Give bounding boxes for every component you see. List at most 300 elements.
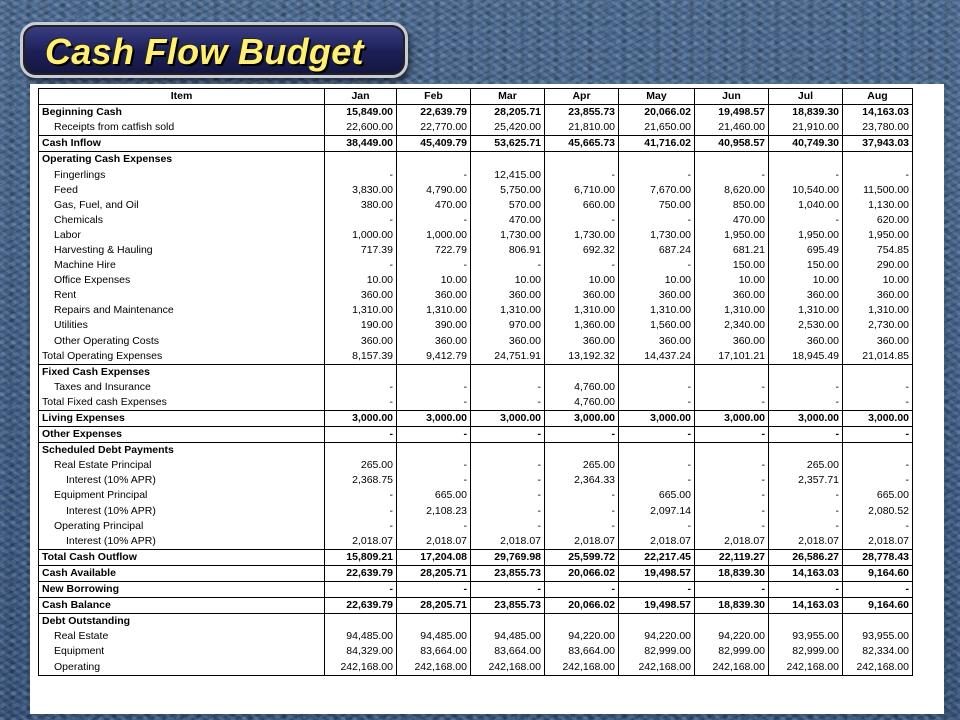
table-cell: 10.00 <box>695 273 769 288</box>
row-label: Equipment Principal <box>39 488 325 503</box>
table-cell: 21,014.85 <box>843 349 913 365</box>
table-cell: 10.00 <box>397 273 471 288</box>
table-row <box>39 120 913 136</box>
table-cell: - <box>695 473 769 488</box>
table-cell: 14,437.24 <box>619 349 695 365</box>
table-cell: 1,310.00 <box>843 303 913 318</box>
row-label: Rent <box>39 288 325 303</box>
table-cell: - <box>619 213 695 228</box>
table-cell: 3,000.00 <box>545 410 619 426</box>
table-cell: 45,665.73 <box>545 136 619 152</box>
header-cell: May <box>619 89 695 105</box>
table-cell: 18,839.30 <box>695 565 769 581</box>
table-cell: 722.79 <box>397 243 471 258</box>
table-row <box>39 198 913 213</box>
table-row <box>39 549 913 565</box>
table-cell: 10,540.00 <box>769 183 843 198</box>
row-label: Utilities <box>39 318 325 333</box>
table-cell <box>843 614 913 630</box>
table-cell: 1,310.00 <box>325 303 397 318</box>
table-cell: - <box>397 258 471 273</box>
table-cell: 1,360.00 <box>545 318 619 333</box>
table-cell: 10.00 <box>769 273 843 288</box>
table-cell: 9,412.79 <box>397 349 471 365</box>
row-label: Cash Balance <box>39 598 325 614</box>
table-cell: - <box>545 519 619 534</box>
table-cell: 22,639.79 <box>325 565 397 581</box>
table-cell: - <box>397 427 471 443</box>
table-cell <box>325 614 397 630</box>
row-label: Other Operating Costs <box>39 334 325 349</box>
table-cell: 1,130.00 <box>843 198 913 213</box>
table-cell: - <box>769 582 843 598</box>
table-cell: 23,780.00 <box>843 120 913 136</box>
table-cell <box>471 152 545 168</box>
table-cell: 2,080.52 <box>843 504 913 519</box>
table-cell: - <box>471 473 545 488</box>
table-cell: - <box>695 519 769 534</box>
table-cell: - <box>471 582 545 598</box>
table-cell: - <box>397 380 471 395</box>
table-cell: 360.00 <box>545 288 619 303</box>
table-cell: 83,664.00 <box>545 644 619 659</box>
table-cell: - <box>843 380 913 395</box>
table-cell: 26,586.27 <box>769 549 843 565</box>
table-cell: 10.00 <box>325 273 397 288</box>
table-cell: 665.00 <box>397 488 471 503</box>
header-row <box>39 89 913 105</box>
table-cell: 380.00 <box>325 198 397 213</box>
table-cell: 360.00 <box>545 334 619 349</box>
table-cell: 6,710.00 <box>545 183 619 198</box>
table-cell: - <box>471 258 545 273</box>
table-cell: 10.00 <box>843 273 913 288</box>
table-cell: 265.00 <box>769 458 843 473</box>
table-cell: - <box>545 167 619 182</box>
table-cell: 150.00 <box>769 258 843 273</box>
table-cell: 360.00 <box>843 288 913 303</box>
header-cell: Apr <box>545 89 619 105</box>
row-label: Living Expenses <box>39 410 325 426</box>
table-cell: - <box>471 458 545 473</box>
table-row <box>39 318 913 333</box>
table-cell: 470.00 <box>397 198 471 213</box>
table-cell: 17,204.08 <box>397 549 471 565</box>
table-cell: 290.00 <box>843 258 913 273</box>
table-cell: 265.00 <box>545 458 619 473</box>
table-cell: - <box>843 582 913 598</box>
header-cell: Item <box>39 89 325 105</box>
table-cell: - <box>397 395 471 411</box>
table-cell <box>325 152 397 168</box>
row-label: New Borrowing <box>39 582 325 598</box>
table-row <box>39 288 913 303</box>
table-cell: 82,999.00 <box>695 644 769 659</box>
table-cell: 21,810.00 <box>545 120 619 136</box>
table-cell: 41,716.02 <box>619 136 695 152</box>
table-cell: - <box>471 395 545 411</box>
row-label: Equipment <box>39 644 325 659</box>
table-cell: 620.00 <box>843 213 913 228</box>
table-cell: 18,839.30 <box>769 105 843 121</box>
table-cell: 82,999.00 <box>619 644 695 659</box>
table-cell: 1,730.00 <box>619 228 695 243</box>
table-row <box>39 152 913 168</box>
table-cell <box>695 614 769 630</box>
table-cell: 22,119.27 <box>695 549 769 565</box>
row-label: Cash Available <box>39 565 325 581</box>
table-cell: - <box>619 458 695 473</box>
cash-flow-table <box>38 88 913 676</box>
table-cell: 1,310.00 <box>695 303 769 318</box>
row-label: Operating Cash Expenses <box>39 152 325 168</box>
row-label: Cash Inflow <box>39 136 325 152</box>
table-cell: 19,498.57 <box>619 565 695 581</box>
table-row <box>39 273 913 288</box>
table-cell <box>843 364 913 380</box>
table-cell: 242,168.00 <box>695 659 769 675</box>
table-cell: - <box>843 519 913 534</box>
table-row <box>39 519 913 534</box>
table-cell: 360.00 <box>695 288 769 303</box>
table-cell: 28,205.71 <box>471 105 545 121</box>
table-cell: - <box>471 380 545 395</box>
row-label: Real Estate Principal <box>39 458 325 473</box>
table-cell: - <box>695 582 769 598</box>
table-cell: 7,670.00 <box>619 183 695 198</box>
header-cell: Mar <box>471 89 545 105</box>
table-cell: - <box>843 458 913 473</box>
table-cell: - <box>619 519 695 534</box>
table-cell: - <box>397 473 471 488</box>
table-cell <box>397 614 471 630</box>
table-cell: 850.00 <box>695 198 769 213</box>
table-cell <box>545 443 619 459</box>
table-cell: - <box>397 213 471 228</box>
table-cell: 717.39 <box>325 243 397 258</box>
table-cell: - <box>397 582 471 598</box>
table-cell: 22,770.00 <box>397 120 471 136</box>
table-cell: - <box>769 504 843 519</box>
table-cell <box>619 152 695 168</box>
table-cell: 84,329.00 <box>325 644 397 659</box>
table-cell: 28,778.43 <box>843 549 913 565</box>
table-row <box>39 258 913 273</box>
table-cell <box>397 364 471 380</box>
table-cell: 360.00 <box>843 334 913 349</box>
table-cell: 750.00 <box>619 198 695 213</box>
table-cell: - <box>695 167 769 182</box>
row-label: Total Cash Outflow <box>39 549 325 565</box>
table-cell: 53,625.71 <box>471 136 545 152</box>
table-cell: 1,000.00 <box>397 228 471 243</box>
table-cell: 2,340.00 <box>695 318 769 333</box>
table-cell: 242,168.00 <box>769 659 843 675</box>
table-row <box>39 427 913 443</box>
table-cell: - <box>843 395 913 411</box>
table-cell: - <box>619 258 695 273</box>
table-row <box>39 582 913 598</box>
table-cell: - <box>397 458 471 473</box>
table-row <box>39 629 913 644</box>
table-cell: 2,364.33 <box>545 473 619 488</box>
table-cell <box>769 364 843 380</box>
table-cell: 2,018.07 <box>843 534 913 550</box>
table-cell: 3,000.00 <box>843 410 913 426</box>
table-row <box>39 380 913 395</box>
table-cell: 2,108.23 <box>397 504 471 519</box>
table-cell: 94,485.00 <box>397 629 471 644</box>
table-cell: 40,958.57 <box>695 136 769 152</box>
table-cell: 2,018.07 <box>545 534 619 550</box>
table-cell: 14,163.03 <box>769 565 843 581</box>
table-cell: - <box>325 519 397 534</box>
table-cell: - <box>843 473 913 488</box>
table-cell: - <box>843 167 913 182</box>
table-cell: - <box>695 504 769 519</box>
row-label: Feed <box>39 183 325 198</box>
table-cell: 1,310.00 <box>769 303 843 318</box>
table-cell: 11,500.00 <box>843 183 913 198</box>
table-cell: 242,168.00 <box>471 659 545 675</box>
table-cell: - <box>619 395 695 411</box>
table-cell: 15,809.21 <box>325 549 397 565</box>
row-label: Fixed Cash Expenses <box>39 364 325 380</box>
table-cell: - <box>325 167 397 182</box>
table-cell <box>397 443 471 459</box>
table-cell: - <box>325 488 397 503</box>
row-label: Chemicals <box>39 213 325 228</box>
table-cell <box>325 364 397 380</box>
table-cell: 360.00 <box>397 288 471 303</box>
table-cell: 3,000.00 <box>769 410 843 426</box>
table-cell: - <box>619 167 695 182</box>
row-label: Operating <box>39 659 325 675</box>
table-cell <box>619 364 695 380</box>
table-cell: - <box>619 473 695 488</box>
table-cell: 3,000.00 <box>397 410 471 426</box>
table-cell: 23,855.73 <box>545 105 619 121</box>
table-cell: 1,950.00 <box>695 228 769 243</box>
table-cell: 360.00 <box>471 288 545 303</box>
table-cell: - <box>545 488 619 503</box>
table-cell: - <box>769 213 843 228</box>
table-cell: 665.00 <box>843 488 913 503</box>
table-cell: 25,599.72 <box>545 549 619 565</box>
header-cell: Feb <box>397 89 471 105</box>
table-cell: 3,000.00 <box>471 410 545 426</box>
table-cell: 20,066.02 <box>545 598 619 614</box>
row-label: Fingerlings <box>39 167 325 182</box>
row-label: Interest (10% APR) <box>39 504 325 519</box>
header-cell: Jan <box>325 89 397 105</box>
table-cell: 83,664.00 <box>471 644 545 659</box>
table-row <box>39 614 913 630</box>
table-cell: 1,950.00 <box>843 228 913 243</box>
table-cell: 3,000.00 <box>325 410 397 426</box>
table-cell: 4,790.00 <box>397 183 471 198</box>
table-cell: - <box>397 167 471 182</box>
table-cell: - <box>695 380 769 395</box>
table-cell: - <box>619 380 695 395</box>
table-cell: 19,498.57 <box>619 598 695 614</box>
table-cell: 242,168.00 <box>843 659 913 675</box>
table-cell: 660.00 <box>545 198 619 213</box>
header-cell: Jul <box>769 89 843 105</box>
table-cell: - <box>545 427 619 443</box>
table-cell: - <box>843 427 913 443</box>
table-cell <box>619 443 695 459</box>
table-cell <box>769 443 843 459</box>
table-row <box>39 504 913 519</box>
table-row <box>39 644 913 659</box>
table-cell: 15,849.00 <box>325 105 397 121</box>
row-label: Debt Outstanding <box>39 614 325 630</box>
table-cell: 360.00 <box>769 288 843 303</box>
table-cell: 20,066.02 <box>619 105 695 121</box>
table-row <box>39 183 913 198</box>
table-row <box>39 213 913 228</box>
table-cell: - <box>471 488 545 503</box>
table-cell: - <box>397 519 471 534</box>
table-cell: - <box>325 504 397 519</box>
table-cell <box>325 443 397 459</box>
table-cell: 1,560.00 <box>619 318 695 333</box>
table-cell: - <box>695 458 769 473</box>
header-cell: Aug <box>843 89 913 105</box>
table-row <box>39 443 913 459</box>
table-cell: 23,855.73 <box>471 598 545 614</box>
table-row <box>39 565 913 581</box>
table-cell: - <box>619 582 695 598</box>
table-cell: - <box>769 395 843 411</box>
table-cell: 1,730.00 <box>545 228 619 243</box>
table-cell <box>843 443 913 459</box>
table-cell: 687.24 <box>619 243 695 258</box>
table-cell: 806.91 <box>471 243 545 258</box>
table-cell <box>545 152 619 168</box>
table-row <box>39 534 913 550</box>
table-cell: 2,097.14 <box>619 504 695 519</box>
table-cell <box>769 152 843 168</box>
table-cell: 14,163.03 <box>843 105 913 121</box>
table-cell: - <box>545 213 619 228</box>
table-cell: 360.00 <box>619 334 695 349</box>
table-cell: 2,018.07 <box>397 534 471 550</box>
table-cell: - <box>695 427 769 443</box>
table-cell: 2,018.07 <box>695 534 769 550</box>
table-cell: 10.00 <box>619 273 695 288</box>
row-label: Gas, Fuel, and Oil <box>39 198 325 213</box>
table-cell: - <box>471 427 545 443</box>
table-cell: 2,018.07 <box>619 534 695 550</box>
table-cell: 38,449.00 <box>325 136 397 152</box>
table-cell <box>695 443 769 459</box>
table-cell: 1,310.00 <box>619 303 695 318</box>
table-cell: - <box>471 504 545 519</box>
table-cell <box>471 443 545 459</box>
table-cell: - <box>325 380 397 395</box>
table-cell: 45,409.79 <box>397 136 471 152</box>
table-cell: 265.00 <box>325 458 397 473</box>
table-cell: - <box>695 395 769 411</box>
table-row <box>39 458 913 473</box>
table-cell: 3,000.00 <box>619 410 695 426</box>
table-cell <box>545 364 619 380</box>
table-cell: 21,650.00 <box>619 120 695 136</box>
table-cell: 8,157.39 <box>325 349 397 365</box>
table-cell: 3,000.00 <box>695 410 769 426</box>
table-cell: 29,769.98 <box>471 549 545 565</box>
table-cell: 470.00 <box>695 213 769 228</box>
table-cell: 470.00 <box>471 213 545 228</box>
table-row <box>39 364 913 380</box>
table-cell <box>769 614 843 630</box>
table-cell: 28,205.71 <box>397 565 471 581</box>
table-cell <box>397 152 471 168</box>
table-cell: 1,000.00 <box>325 228 397 243</box>
row-label: Real Estate <box>39 629 325 644</box>
row-label: Interest (10% APR) <box>39 473 325 488</box>
table-cell: 2,730.00 <box>843 318 913 333</box>
table-cell: 83,664.00 <box>397 644 471 659</box>
table-cell: 360.00 <box>619 288 695 303</box>
table-cell: - <box>325 395 397 411</box>
table-row <box>39 303 913 318</box>
table-cell: 22,639.79 <box>325 598 397 614</box>
table-cell: 242,168.00 <box>325 659 397 675</box>
row-label: Receipts from catfish sold <box>39 120 325 136</box>
table-cell: 94,485.00 <box>325 629 397 644</box>
table-cell: 1,310.00 <box>397 303 471 318</box>
row-label: Total Fixed cash Expenses <box>39 395 325 411</box>
table-cell: 94,220.00 <box>545 629 619 644</box>
table-cell: 21,910.00 <box>769 120 843 136</box>
table-row <box>39 243 913 258</box>
table-cell: - <box>545 504 619 519</box>
table-cell: 360.00 <box>325 288 397 303</box>
table-body <box>39 105 913 675</box>
table-cell: 25,420.00 <box>471 120 545 136</box>
table-row <box>39 228 913 243</box>
row-label: Beginning Cash <box>39 105 325 121</box>
table-cell: 20,066.02 <box>545 565 619 581</box>
table-cell: 242,168.00 <box>397 659 471 675</box>
table-cell: - <box>769 427 843 443</box>
table-cell: 3,830.00 <box>325 183 397 198</box>
table-cell: 22,217.45 <box>619 549 695 565</box>
table-cell: 1,950.00 <box>769 228 843 243</box>
table-cell: - <box>325 427 397 443</box>
table-cell: 18,839.30 <box>695 598 769 614</box>
row-label: Machine Hire <box>39 258 325 273</box>
table-cell: 665.00 <box>619 488 695 503</box>
table-cell: 390.00 <box>397 318 471 333</box>
table-cell: 17,101.21 <box>695 349 769 365</box>
page-title: Cash Flow Budget <box>45 31 364 72</box>
table-row <box>39 105 913 121</box>
table-row <box>39 136 913 152</box>
table-cell: 94,485.00 <box>471 629 545 644</box>
table-row <box>39 488 913 503</box>
table-cell: - <box>619 427 695 443</box>
row-label: Labor <box>39 228 325 243</box>
table-cell: 5,750.00 <box>471 183 545 198</box>
table-cell <box>843 152 913 168</box>
table-cell: 360.00 <box>325 334 397 349</box>
table-cell: - <box>769 519 843 534</box>
table-cell: 19,498.57 <box>695 105 769 121</box>
